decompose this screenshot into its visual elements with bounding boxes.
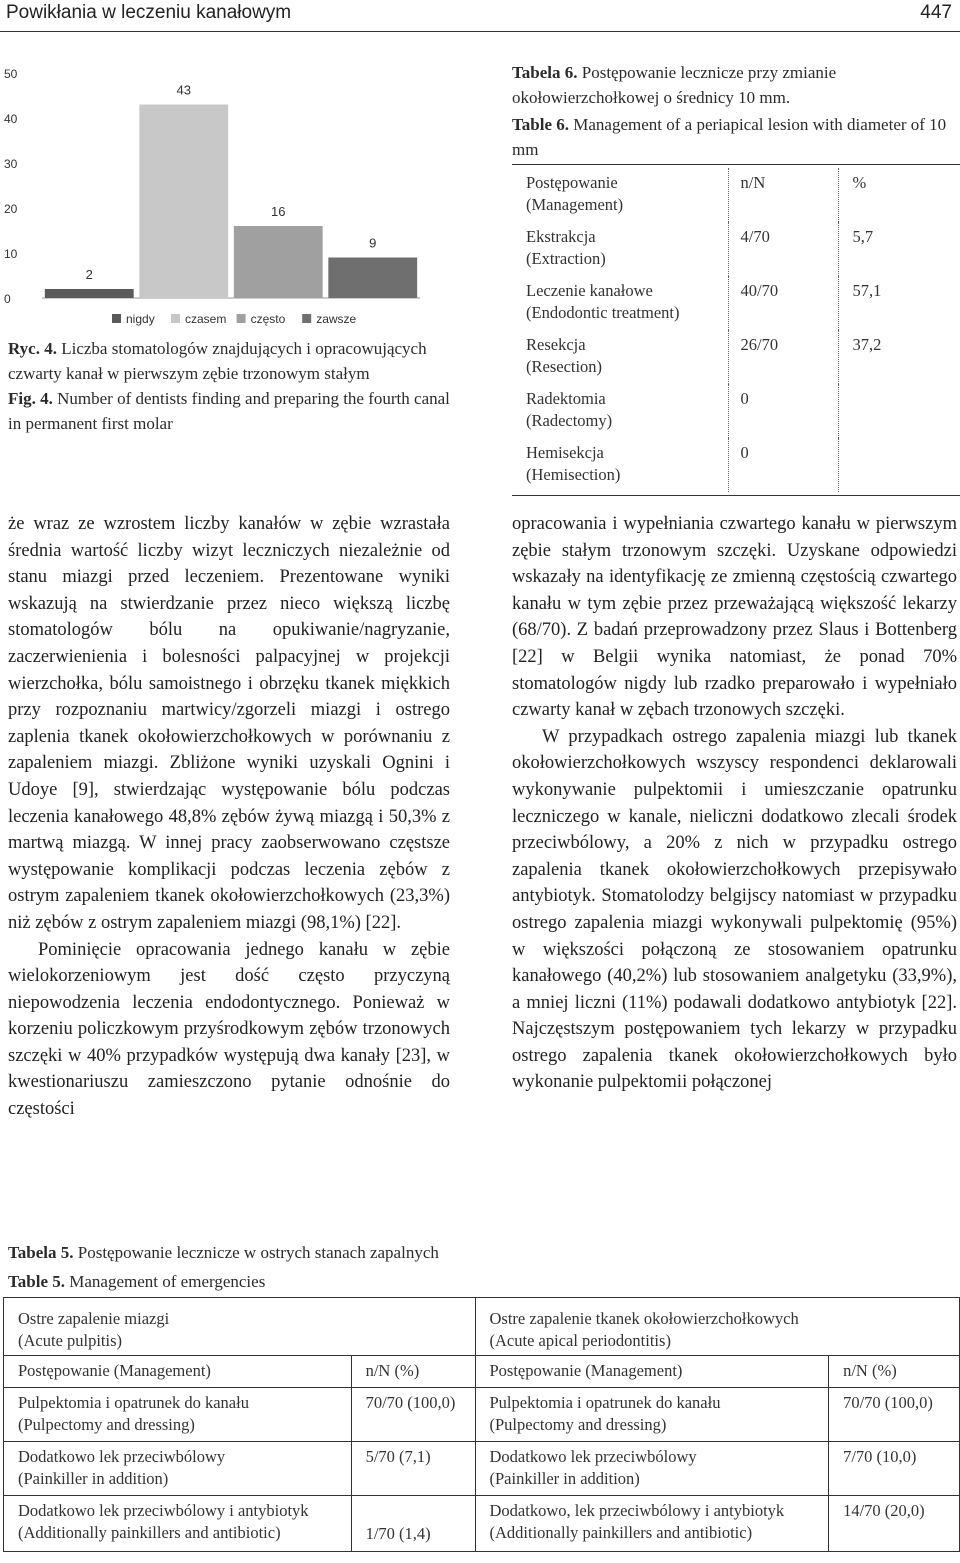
table5-caption-pl: [8, 1240, 958, 1265]
bar-czasem: [139, 105, 228, 299]
bar-nigdy: [45, 289, 134, 298]
legend-swatch: [302, 314, 311, 323]
fig4-label-en: Fig. 4.: [8, 389, 53, 408]
row-label-en: (Painkiller in addition): [489, 1469, 640, 1488]
table-row: [512, 330, 960, 384]
table6-grid: [512, 168, 960, 492]
legend-label: nigdy: [126, 312, 155, 326]
left-paragraph-1: że wraz ze wzrostem liczby kanałów w zębie wzrastała średnia wartość liczby wizyt leczniczych niezależnie od stanu miazgi przed leczeniem. Prezentowane wyniki wskazują na stwierdzanie przez nieco większą liczbę stomatologów bólu na opukiwanie/nagryzanie, zaczerwienienia i bolesności palpacyjnej w projekcji wierzchołka, bólu samoistnego i obrzęku tkanek miękkich przy rozpoznaniu martwicy/zgorzeli miazgi i ostrego zaplenia tkanek okołowierzchołkowych w porównaniu z zapaleniem miazgi. Zbliżone wyniki uzyskali Ognini i Udoye [9], stwierdzając występowanie bólu podczas leczenia kanałowego 48,8% zębów żywą miazgą i 50,3% z martwą miazgą. W innej pracy zaobserwowano częstsze występowanie komplikacji podczas leczenia zębów z ostrym zapaleniem tkanek okołowierzchołkowych (23,3%) niż zębów z ostrym zapaleniem miazgi (98,1%) [22].: [8, 514, 450, 933]
header-management-en: (Management): [526, 195, 624, 214]
table-row: [512, 222, 960, 276]
data-label: 2: [85, 267, 93, 282]
right-column-text: [512, 511, 957, 1096]
row-label-en: (Painkiller in addition): [18, 1469, 169, 1488]
row-label-en: (Hemisection): [526, 465, 621, 484]
y-tick-label: 30: [4, 157, 18, 171]
table5-cell-n-2: 70/70 (100,0): [829, 1388, 960, 1442]
fig4-text-en: Number of dentists finding and preparing the fourth canal in permanent first molar: [8, 389, 450, 433]
row-label-pl: Pulpektomia i opatrunek do kanału: [489, 1393, 721, 1412]
row-label-en: (Resection): [526, 357, 603, 376]
y-tick-label: 50: [4, 67, 18, 81]
table6-cell-n: 4/70: [728, 222, 838, 276]
table6-header-management: [512, 168, 728, 222]
table6-header-row: [512, 168, 960, 222]
row-label-pl: Radektomia: [526, 389, 606, 408]
row-label-pl: Pulpektomia i opatrunek do kanału: [18, 1393, 249, 1412]
table5-header-n: n/N (%): [351, 1356, 475, 1388]
bar-zawsze: [328, 258, 417, 299]
fig4-caption-en: [8, 386, 458, 436]
data-label: 9: [369, 235, 377, 251]
row-label-pl: Leczenie kanałowe: [526, 281, 653, 300]
legend-swatch: [112, 314, 121, 323]
table6-caption: [512, 60, 957, 162]
table5-cell-n: 5/70 (7,1): [351, 1442, 475, 1496]
legend-label: czasem: [185, 312, 227, 326]
table-row: [512, 276, 960, 330]
table6-title-pl: Postępowanie lecznicze przy zmianie okołowierzchołkowej o średnicy 10 mm.: [512, 63, 837, 107]
fig4-caption: [8, 336, 458, 436]
y-tick-label: 20: [4, 202, 18, 216]
table6-header-n: n/N: [728, 168, 838, 222]
y-tick-label: 10: [4, 247, 18, 261]
table-row: [4, 1442, 960, 1496]
table5-title-en: Management of emergencies: [69, 1272, 266, 1291]
row-label-en: (Pulpectomy and dressing): [18, 1415, 195, 1434]
table-row: [512, 438, 960, 492]
data-label: 43: [176, 82, 191, 98]
data-label: 16: [271, 204, 286, 219]
y-tick-label: 40: [4, 112, 18, 126]
table5-cell-n-2: 14/70 (20,0): [829, 1496, 960, 1552]
left-paragraph-2: Pominięcie opracowania jednego kanału w zębie wielokorzeniowym jest dość często przyczyną niepowodzenia leczenia endodontycznego. Ponieważ w korzeniu policzkowym przyśrodkowym zębów trzonowych szczęki w 40% przypadków występują dwa kanały [23], w kwestionariuszu zamieszczono pytanie odnośnie do częstości: [8, 939, 450, 1120]
table6-cell-management: [512, 438, 728, 492]
page-number: 447: [920, 2, 952, 23]
table6-cell-pct: 5,7: [852, 227, 874, 246]
row-label-pl: Hemisekcja: [526, 443, 604, 462]
row-label-pl: Dodatkowo, lek przeciwbólowy i antybiotyk: [489, 1501, 785, 1520]
table6-cell-n: 26/70: [728, 330, 838, 384]
legend-swatch: [171, 314, 180, 323]
group2-en: (Acute apical periodontitis): [489, 1331, 671, 1350]
table6-cell-n: 40/70: [728, 276, 838, 330]
bar-chart-svg: [0, 60, 470, 335]
table5-cell-management-2: [475, 1388, 829, 1442]
table5-label-en: Table 5.: [8, 1272, 66, 1291]
right-paragraph-2: W przypadkach ostrego zapalenia miazgi lub tkanek okołowierzchołkowych wszyscy respondenci deklarowali wykonywanie pulpektomii i umieszczanie opatrunku leczniczego w kanale, nieliczni dodatkowo zlecali środek przeciwbólowy, a 20% z nich w przypadku ostrego zapalenia tkanek okołowierzchołkowych przepisywało antybiotyk. Stomatolodzy belgijscy natomiast w przypadku ostrego zapalenia miazgi wykonywali pulpektomię (95%) w większości połączoną ze stosowaniem opatrunku kanałowego (40,2%) lub stosowaniem analgetyku (33,9%), a mniej liczni (11%) podawali dodatkowo antybiotyk [22]. Najczęstszym postępowaniem tych lekarzy w przypadku ostrego zapalenia tkanek okołowierzchołkowych było wykonanie pulpektomii połączonej: [512, 726, 957, 1093]
table5-cell-n-2: 7/70 (10,0): [829, 1442, 960, 1496]
table6-header-pct: %: [852, 173, 867, 192]
header-rule: [0, 31, 960, 32]
table6-label-pl: Tabela 6.: [512, 63, 578, 82]
table6-cell-management: [512, 330, 728, 384]
table6-cell-management: [512, 276, 728, 330]
table5-cell-management: [4, 1496, 352, 1552]
row-label-en: (Radectomy): [526, 411, 613, 430]
table5-caption: [8, 1240, 958, 1294]
row-label-en: (Endodontic treatment): [526, 303, 680, 322]
table5-group-row: [4, 1298, 960, 1356]
row-label-en: (Pulpectomy and dressing): [489, 1415, 667, 1434]
table6-title-en: Management of a periapical lesion with diameter of 10 mm: [512, 115, 947, 159]
y-tick-label: 0: [4, 292, 11, 306]
table5-cell-management: [4, 1388, 352, 1442]
row-label-en: (Extraction): [526, 249, 606, 268]
fig4-bar-chart: [0, 60, 470, 335]
table5-label-pl: Tabela 5.: [8, 1243, 74, 1262]
table5: [3, 1297, 960, 1552]
table6-cell-pct: 37,2: [852, 335, 882, 354]
table5-group-apical-periodontitis: [475, 1298, 960, 1356]
table5-title-pl: Postępowanie lecznicze w ostrych stanach zapalnych: [77, 1243, 439, 1262]
legend-label: często: [250, 312, 286, 326]
table5-header-n-2: n/N (%): [829, 1356, 960, 1388]
table6-cell-pct: 57,1: [852, 281, 882, 300]
left-column-text: [8, 511, 450, 1123]
bar-często: [234, 226, 323, 298]
table5-caption-en: [8, 1269, 958, 1294]
table5-cell-n: 70/70 (100,0): [351, 1388, 475, 1442]
group2-pl: Ostre zapalenie tkanek okołowierzchołkowych: [489, 1309, 799, 1328]
table6-cell-pct: [838, 384, 960, 438]
table6-bottom-rule: [512, 495, 960, 496]
table6-top-rule: [512, 164, 960, 165]
table5-header-management: Postępowanie (Management): [4, 1356, 352, 1388]
row-label-en: (Additionally painkillers and antibiotic): [489, 1523, 753, 1542]
running-header: [0, 0, 960, 32]
row-label-en: (Additionally painkillers and antibiotic): [18, 1523, 281, 1542]
table6-caption-pl: [512, 60, 957, 110]
header-management-pl: Postępowanie: [526, 173, 618, 192]
table6-cell-n: 0: [728, 384, 838, 438]
legend-swatch: [237, 314, 246, 323]
row-label-pl: Ekstrakcja: [526, 227, 596, 246]
table5-header-row: [4, 1356, 960, 1388]
row-label-pl: Dodatkowo lek przeciwbólowy: [489, 1447, 697, 1466]
table6-caption-en: [512, 112, 957, 162]
table6-cell-n: 0: [728, 438, 838, 492]
running-title: Powikłania w leczeniu kanałowym: [6, 2, 292, 23]
row-label-pl: Dodatkowo lek przeciwbólowy: [18, 1447, 226, 1466]
table5-group-acute-pulpitis: [4, 1298, 476, 1356]
group1-en: (Acute pulpitis): [18, 1331, 123, 1350]
legend-label: zawsze: [316, 312, 357, 326]
fig4-text-pl: Liczba stomatologów znajdujących i opracowujących czwarty kanał w pierwszym zębie trzonowym stałym: [8, 339, 427, 383]
table6-label-en: Table 6.: [512, 115, 570, 134]
right-paragraph-1: opracowania i wypełniania czwartego kanału w pierwszym zębie stałym trzonowym szczęki. Uzyskane odpowiedzi wskazały na identyfikację ze zmienną częstością czwartego kanału w tym zębie przez przeważającą większość lekarzy (68/70). Z badań przeprowadzony przez Slaus i Bottenberg [22] w Belgii wynika natomiast, że ponad 70% stomatologów nigdy lub rzadko preparowało i wypełniało czwarty kanał w zębach trzonowych szczęki.: [512, 514, 957, 721]
fig4-caption-pl: [8, 336, 458, 386]
table-row: [512, 384, 960, 438]
fig4-label-pl: Ryc. 4.: [8, 339, 57, 358]
group1-pl: Ostre zapalenie miazgi: [18, 1309, 170, 1328]
row-label-pl: Resekcja: [526, 335, 586, 354]
table5-cell-management: [4, 1442, 352, 1496]
table6-cell-pct: [838, 438, 960, 492]
table6-cell-management: [512, 384, 728, 438]
table5-cell-n: 1/70 (1,4): [351, 1496, 475, 1552]
table5-header-management-2: Postępowanie (Management): [475, 1356, 829, 1388]
table-row: [4, 1388, 960, 1442]
table-row: [4, 1496, 960, 1552]
table6-cell-management: [512, 222, 728, 276]
table5-cell-management-2: [475, 1442, 829, 1496]
table6: [512, 168, 960, 492]
table5-cell-management-2: [475, 1496, 829, 1552]
row-label-pl: Dodatkowo lek przeciwbólowy i antybiotyk: [18, 1501, 309, 1520]
